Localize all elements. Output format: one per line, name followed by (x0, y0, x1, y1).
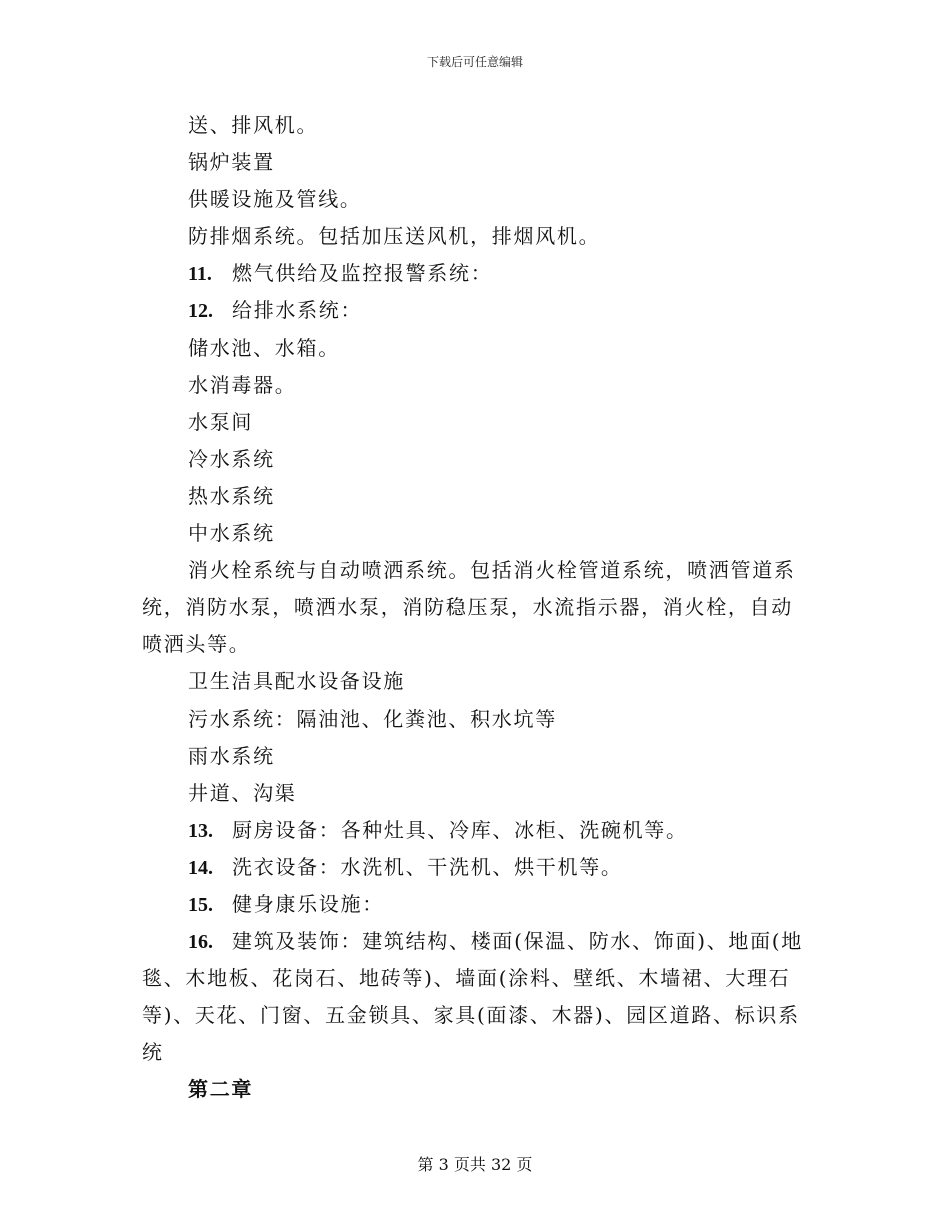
text-line: 统 (142, 1040, 164, 1065)
text-line: 消火栓系统与自动喷洒系统。包括消火栓管道系统，喷洒管道系 (188, 558, 796, 583)
text-line: 储水池、水箱。 (188, 335, 340, 360)
numbered-item (142, 886, 822, 923)
text-line: 热水系统 (188, 483, 275, 508)
text-line: 防排烟系统。包括加压送风机，排烟风机。 (188, 224, 601, 249)
item-text: 厨房设备：各种灶具、冷库、冰柜、洗碗机等。 (232, 817, 688, 842)
text-line: 统，消防水泵，喷洒水泵，消防稳压泵，水流指示器，消火栓，自动 (142, 595, 793, 620)
item-number: 14. (188, 856, 213, 879)
text-line: 水消毒器。 (188, 372, 297, 397)
item-number: 12. (188, 300, 213, 323)
item-text: 洗衣设备：水洗机、干洗机、烘干机等。 (232, 854, 623, 879)
text-line: 中水系统 (188, 521, 275, 546)
numbered-item (142, 923, 822, 960)
header-note: 下载后可任意编辑 (426, 55, 523, 69)
body-text (142, 107, 822, 1109)
text-line: 供暖设施及管线。 (188, 187, 362, 212)
text-line: 雨水系统 (188, 743, 275, 768)
text-line: 冷水系统 (188, 446, 275, 471)
item-number: 11. (188, 263, 212, 286)
text-line: 喷洒头等。 (142, 632, 251, 657)
numbered-item (142, 255, 822, 292)
item-text: 健身康乐设施： (232, 891, 384, 916)
text-line: 污水系统：隔油池、化粪池、积水坑等 (188, 706, 557, 731)
text-line: 卫生洁具配水设备设施 (188, 669, 405, 694)
text-line: 锅炉装置 (188, 150, 275, 175)
numbered-item (142, 849, 822, 886)
numbered-item (142, 812, 822, 849)
chapter-heading: 第二章 (188, 1077, 254, 1102)
text-line: 毯、木地板、花岗石、地砖等)、墙面(涂料、壁纸、木墙裙、大理石 (142, 966, 791, 991)
text-line: 井道、沟渠 (188, 780, 297, 805)
numbered-item (142, 292, 822, 329)
item-number: 13. (188, 819, 213, 842)
item-text: 建筑及装饰：建筑结构、楼面(保温、防水、饰面)、地面(地 (232, 929, 804, 954)
item-text: 给排水系统： (232, 298, 363, 323)
text-line: 水泵间 (188, 409, 254, 434)
text-line: 等)、天花、门窗、五金锁具、家具(面漆、木器)、园区道路、标识系 (142, 1003, 800, 1028)
item-text: 燃气供给及监控报警系统： (232, 261, 493, 286)
item-number: 15. (188, 893, 213, 916)
text-line: 送、排风机。 (188, 113, 319, 137)
page-footer: 第 3 页共 32 页 (417, 1155, 533, 1174)
item-number: 16. (188, 931, 213, 954)
